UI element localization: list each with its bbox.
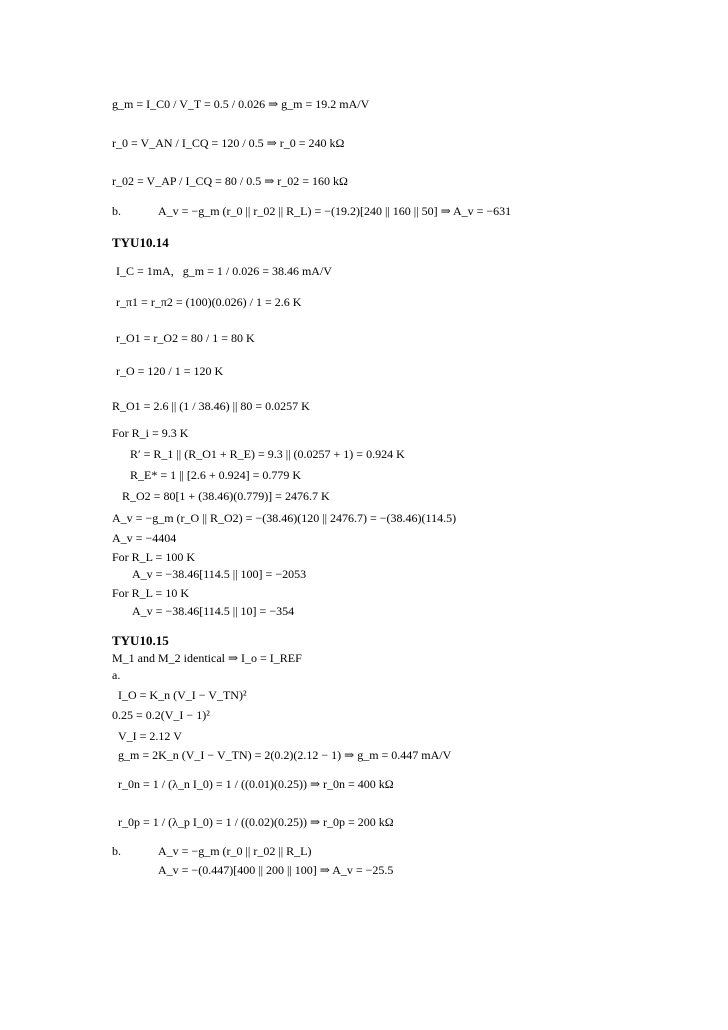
tyu14-line-7: R′ = R_1 || (R_O1 + R_E) = 9.3 || (0.0257 + 1) = 0.924 K (130, 447, 405, 461)
part-b-label: b. (112, 204, 121, 218)
tyu14-line-3: r_O1 = r_O2 = 80 / 1 = 80 K (116, 331, 255, 345)
gm-equation: g_m = I_C0 / V_T = 0.5 / 0.026 ⇒ g_m = 19.2 mA/V (112, 97, 370, 111)
tyu14-line-13: A_v = −38.46[114.5 || 100] = −2053 (132, 567, 307, 581)
tyu15-line-3: V_I = 2.12 V (118, 729, 182, 743)
tyu15-line-6: r_0p = 1 / (λ_p I_0) = 1 / ((0.02)(0.25)) ⇒ r_0p = 200 kΩ (118, 815, 394, 829)
section-title-tyu10-14: TYU10.14 (112, 235, 169, 250)
tyu15-part-b-line-1: A_v = −g_m (r_0 || r_02 || R_L) (158, 844, 312, 858)
tyu15-part-b-label: b. (112, 844, 121, 858)
part-b-equation: A_v = −g_m (r_0 || r_02 || R_L) = −(19.2)[240 || 160 || 50] ⇒ A_v = −631 (158, 204, 512, 218)
tyu15-part-a-label: a. (112, 668, 121, 682)
r02-equation: r_02 = V_AP / I_CQ = 80 / 0.5 ⇒ r_02 = 160 kΩ (112, 174, 348, 188)
section-title-tyu10-15: TYU10.15 (112, 633, 169, 648)
tyu15-part-b-line-2: A_v = −(0.447)[400 || 200 || 100] ⇒ A_v = −25.5 (158, 863, 394, 877)
tyu14-line-12: For R_L = 100 K (112, 550, 195, 564)
tyu14-line-11: A_v = −4404 (112, 531, 177, 545)
tyu15-line-4: g_m = 2K_n (V_I − V_TN) = 2(0.2)(2.12 − 1) ⇒ g_m = 0.447 mA/V (118, 748, 452, 762)
tyu14-line-2: r_π1 = r_π2 = (100)(0.026) / 1 = 2.6 K (116, 295, 302, 309)
tyu14-line-10: A_v = −g_m (r_O || R_O2) = −(38.46)(120 || 2476.7) = −(38.46)(114.5) (112, 511, 457, 525)
tyu14-line-4: r_O = 120 / 1 = 120 K (116, 364, 224, 378)
tyu14-line-9: R_O2 = 80[1 + (38.46)(0.779)] = 2476.7 K (122, 489, 330, 503)
tyu14-line-15: A_v = −38.46[114.5 || 10] = −354 (132, 604, 295, 618)
tyu15-line-2: 0.25 = 0.2(V_I − 1)² (112, 708, 210, 722)
tyu15-intro: M_1 and M_2 identical ⇒ I_o = I_REF (112, 651, 302, 665)
tyu14-line-14: For R_L = 10 K (112, 586, 189, 600)
tyu14-line-5: R_O1 = 2.6 || (1 / 38.46) || 80 = 0.0257 K (112, 399, 310, 413)
tyu15-line-1: I_O = K_n (V_I − V_TN)² (118, 688, 247, 702)
tyu14-line-1: I_C = 1mA, g_m = 1 / 0.026 = 38.46 mA/V (116, 264, 332, 278)
r0-equation: r_0 = V_AN / I_CQ = 120 / 0.5 ⇒ r_0 = 240 kΩ (112, 136, 345, 150)
tyu14-line-8: R_E* = 1 || [2.6 + 0.924] = 0.779 K (130, 468, 302, 482)
tyu15-line-5: r_0n = 1 / (λ_n I_0) = 1 / ((0.01)(0.25)) ⇒ r_0n = 400 kΩ (118, 777, 394, 791)
tyu14-line-6: For R_i = 9.3 K (112, 426, 189, 440)
